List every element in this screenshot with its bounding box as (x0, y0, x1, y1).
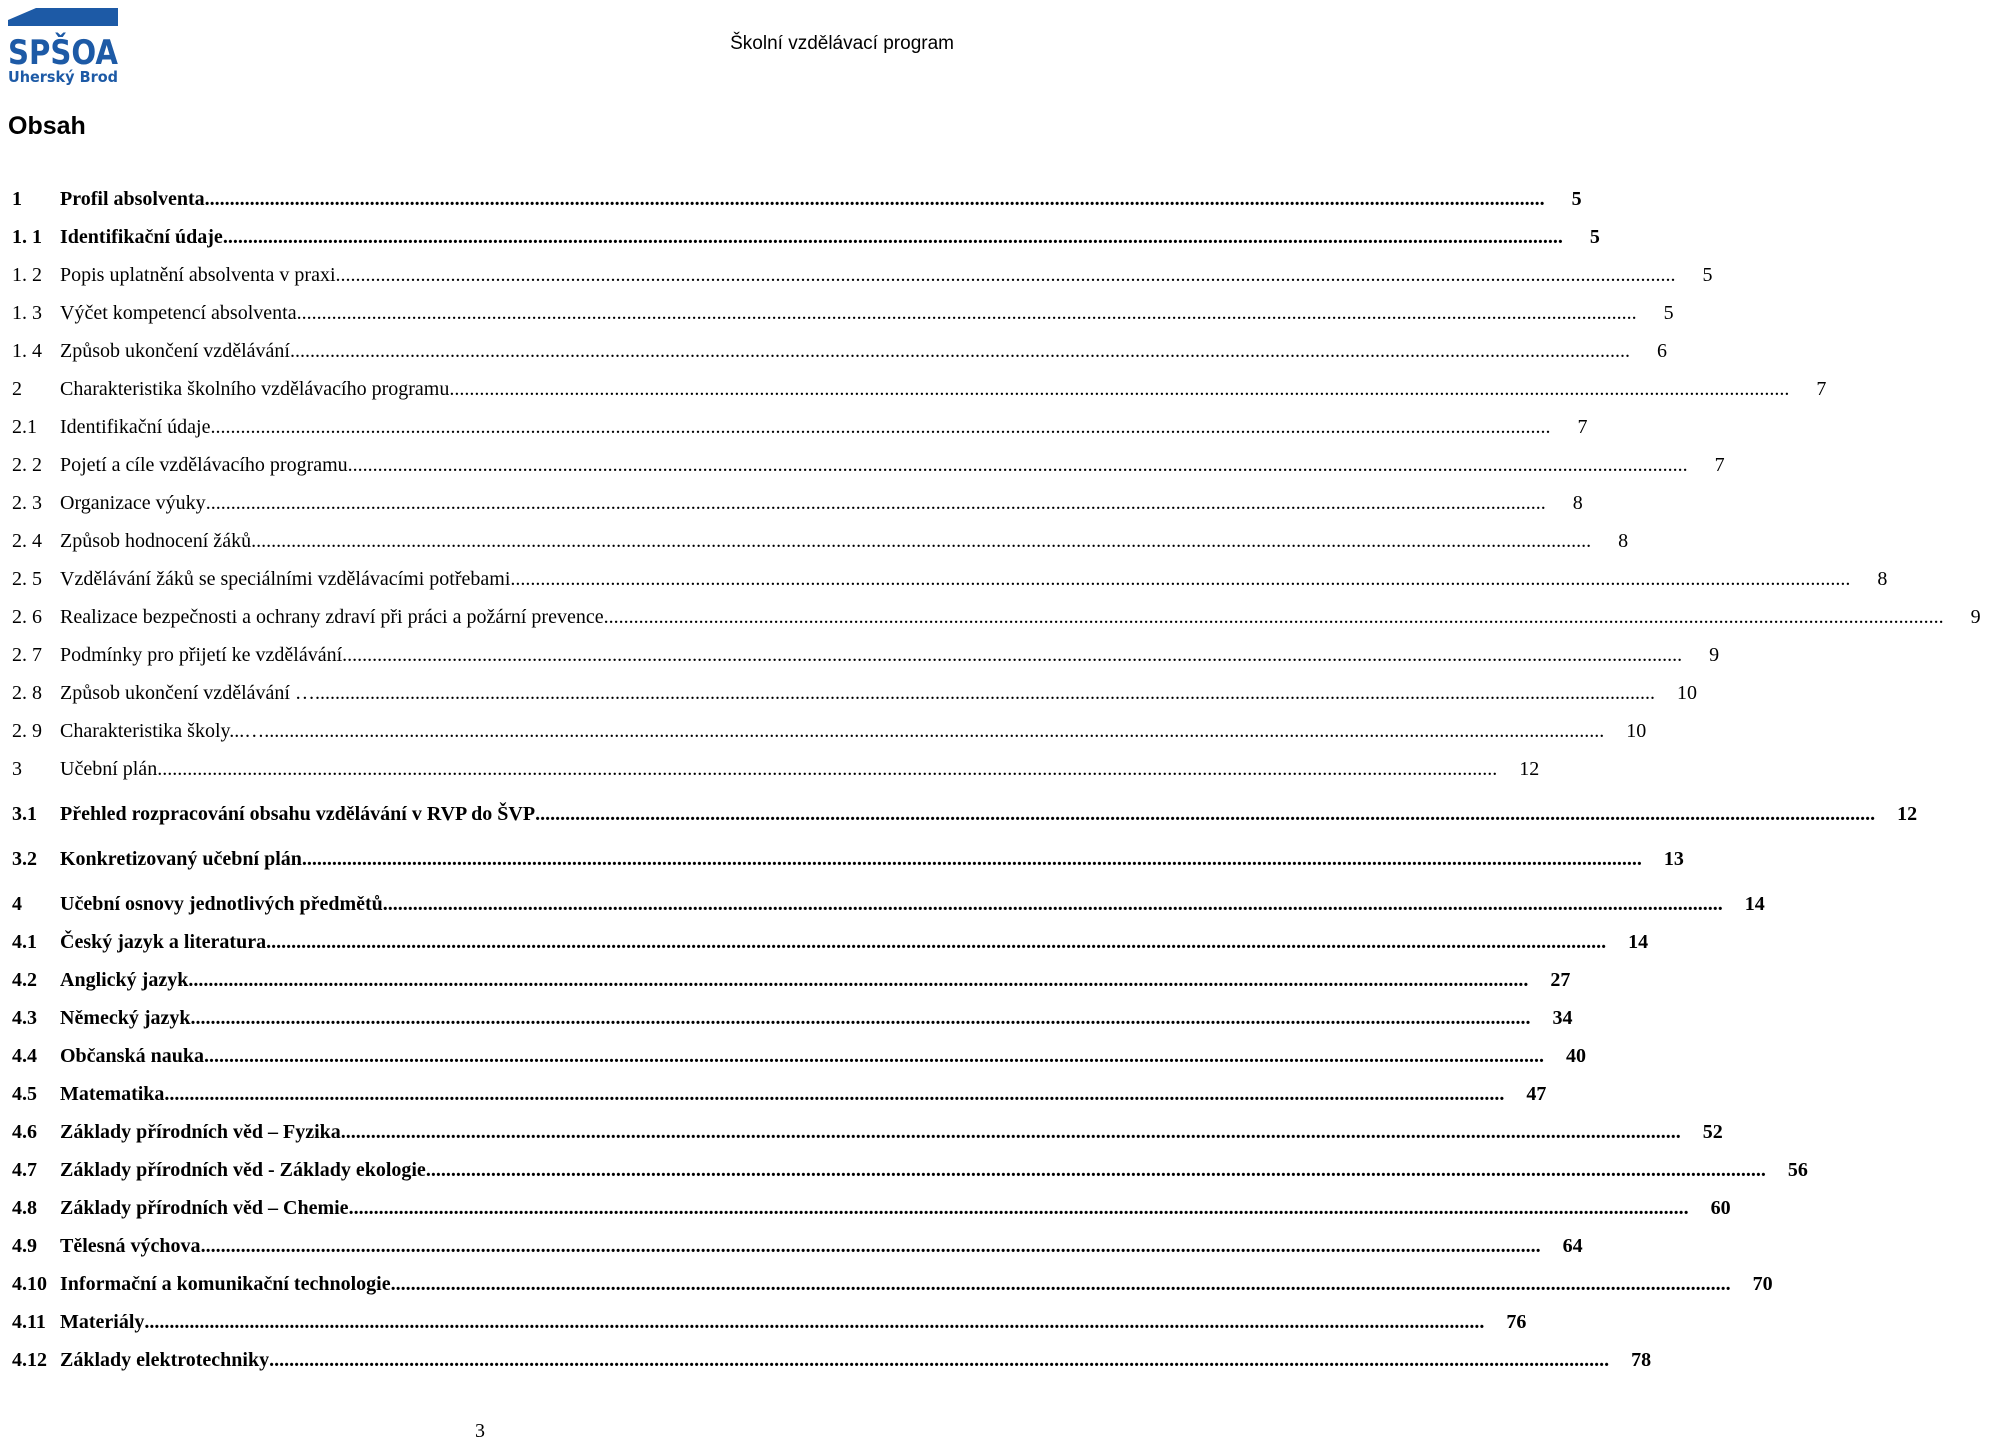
toc-entry-number: 1. 3 (12, 302, 42, 324)
toc-entry-title: Výčet kompetencí absolventa (60, 302, 297, 324)
toc-entry[interactable] (12, 642, 1720, 668)
toc-entry-number: 4.6 (12, 1121, 37, 1143)
toc-entry[interactable] (12, 680, 1697, 706)
toc-entry[interactable] (12, 1005, 1573, 1031)
toc-entry[interactable] (12, 891, 1765, 917)
toc-entry-page: 8 (1877, 568, 1888, 590)
toc-entry-number: 2. 2 (12, 454, 42, 476)
toc-entry[interactable] (12, 1271, 1773, 1297)
toc-entry-number: 2. 6 (12, 606, 42, 628)
toc-leader-dots (205, 186, 1545, 212)
toc-entry-number: 3 (12, 758, 22, 780)
school-logo (6, 6, 137, 86)
toc-leader-dots (426, 1157, 1766, 1183)
toc-entry-page: 10 (1626, 720, 1647, 742)
toc-entry-number: 2. 8 (12, 682, 42, 704)
toc-entry[interactable] (12, 1347, 1652, 1373)
toc-entry[interactable] (12, 1195, 1731, 1221)
toc-entry-number: 4 (12, 893, 22, 915)
toc-entry[interactable] (12, 604, 1981, 630)
toc-entry[interactable] (12, 1081, 1547, 1107)
toc-entry-title: Identifikační údaje (60, 226, 223, 248)
toc-entry[interactable] (12, 756, 1540, 782)
toc-entry-page: 14 (1628, 931, 1649, 953)
toc-entry[interactable] (12, 224, 1600, 250)
toc-entry-page: 5 (1571, 188, 1582, 210)
toc-entry-title: Charakteristika školy...… (60, 720, 265, 742)
toc-leader-dots (251, 528, 1591, 554)
toc-entry[interactable] (12, 376, 1827, 402)
toc-entry[interactable] (12, 1157, 1808, 1183)
toc-heading: Obsah (8, 112, 86, 140)
toc-entry-title: Učební plán (60, 758, 158, 780)
toc-entry-number: 1. 4 (12, 340, 42, 362)
toc-entry-number: 4.3 (12, 1007, 37, 1029)
toc-entry-page: 64 (1562, 1235, 1583, 1257)
toc-entry[interactable] (12, 1119, 1723, 1145)
toc-entry-title: Základy přírodních věd - Základy ekologie (60, 1159, 426, 1181)
toc-entry-page: 7 (1577, 416, 1588, 438)
toc-entry-title: Materiály (60, 1311, 145, 1333)
toc-entry-number: 4.12 (12, 1349, 47, 1371)
logo-text-sub: Uherský Brod (8, 68, 118, 86)
document-header-title: Školní vzdělávací program (730, 33, 954, 54)
toc-leader-dots (157, 756, 1497, 782)
toc-entry-number: 3.2 (12, 848, 37, 870)
toc-leader-dots (266, 929, 1606, 955)
toc-entry[interactable] (12, 566, 1888, 592)
toc-entry[interactable] (12, 262, 1713, 288)
toc-entry-page: 34 (1552, 1007, 1573, 1029)
toc-leader-dots (264, 718, 1604, 744)
toc-entry-title: Způsob hodnocení žáků (60, 530, 252, 552)
toc-leader-dots (164, 1081, 1504, 1107)
toc-entry-page: 56 (1787, 1159, 1808, 1181)
toc-entry[interactable] (12, 528, 1629, 554)
toc-entry-page: 27 (1550, 969, 1571, 991)
toc-leader-dots (188, 967, 1528, 993)
toc-entry-title: Základy elektrotechniky (60, 1349, 270, 1371)
toc-entry-number: 2. 9 (12, 720, 42, 742)
toc-leader-dots (604, 604, 1944, 630)
toc-entry-page: 14 (1744, 893, 1765, 915)
toc-entry-number: 2. 3 (12, 492, 42, 514)
toc-entry-page: 9 (1709, 644, 1720, 666)
toc-entry-page: 5 (1589, 226, 1600, 248)
toc-entry-number: 2. 4 (12, 530, 42, 552)
toc-entry[interactable] (12, 338, 1667, 364)
toc-entry-number: 4.8 (12, 1197, 37, 1219)
toc-entry-page: 10 (1676, 682, 1697, 704)
toc-entry-page: 5 (1702, 264, 1713, 286)
toc-entry-page: 76 (1506, 1311, 1527, 1333)
logo-text-main: SPŠOA (8, 33, 137, 73)
toc-leader-dots (211, 414, 1551, 440)
toc-entry-title: Základy přírodních věd – Fyzika (60, 1121, 341, 1143)
toc-leader-dots (206, 490, 1546, 516)
toc-entry-number: 1. 1 (12, 226, 42, 248)
toc-entry[interactable] (12, 967, 1571, 993)
toc-entry-number: 4.5 (12, 1083, 37, 1105)
toc-leader-dots (204, 1043, 1544, 1069)
toc-entry-page: 47 (1526, 1083, 1547, 1105)
toc-entry-number: 4.10 (12, 1273, 47, 1295)
toc-entry-title: Pojetí a cíle vzdělávacího programu (60, 454, 348, 476)
toc-entry-number: 4.7 (12, 1159, 37, 1181)
toc-leader-dots (342, 642, 1682, 668)
toc-entry-title: Konkretizovaný učební plán (60, 848, 302, 870)
toc-entry-page: 8 (1572, 492, 1583, 514)
toc-entry[interactable] (12, 300, 1674, 326)
toc-entry-page: 7 (1816, 378, 1827, 400)
toc-entry-page: 78 (1631, 1349, 1652, 1371)
toc-leader-dots (510, 566, 1850, 592)
toc-entry-page: 60 (1710, 1197, 1731, 1219)
toc-entry-title: Anglický jazyk (60, 969, 189, 991)
toc-leader-dots (144, 1309, 1484, 1335)
toc-entry-title: Popis uplatnění absolventa v praxi (60, 264, 336, 286)
toc-entry[interactable] (12, 1233, 1583, 1259)
toc-entry-title: Učební osnovy jednotlivých předmětů (60, 893, 383, 915)
toc-entry-title: Organizace výuky (60, 492, 206, 514)
toc-leader-dots (348, 452, 1688, 478)
toc-leader-dots (383, 891, 1723, 917)
toc-entry-title: Český jazyk a literatura (60, 931, 267, 953)
toc-entry[interactable] (12, 846, 1684, 872)
toc-entry-page: 12 (1897, 803, 1918, 825)
toc-entry-number: 4.2 (12, 969, 37, 991)
toc-entry-title: Německý jazyk (60, 1007, 191, 1029)
toc-entry[interactable] (12, 414, 1588, 440)
toc-entry[interactable] (12, 490, 1583, 516)
toc-entry-title: Občanská nauka (60, 1045, 204, 1067)
toc-leader-dots (302, 846, 1642, 872)
toc-entry-number: 4.1 (12, 931, 37, 953)
toc-leader-dots (191, 1005, 1531, 1031)
toc-entry-number: 1 (12, 188, 22, 210)
toc-leader-dots (201, 1233, 1541, 1259)
toc-entry-page: 6 (1656, 340, 1667, 362)
toc-entry[interactable] (12, 801, 1918, 827)
toc-entry-title: Identifikační údaje (60, 416, 211, 438)
toc-entry-title: Informační a komunikační technologie (60, 1273, 391, 1295)
toc-entry-number: 4.9 (12, 1235, 37, 1257)
toc-entry-title: Základy přírodních věd – Chemie (60, 1197, 349, 1219)
toc-entry-page: 70 (1752, 1273, 1773, 1295)
toc-entry-number: 1. 2 (12, 264, 42, 286)
toc-entry-title: Matematika (60, 1083, 165, 1105)
toc-leader-dots (349, 1195, 1689, 1221)
toc-entry-page: 13 (1663, 848, 1684, 870)
toc-entry[interactable] (12, 1043, 1586, 1069)
toc-entry-page: 52 (1702, 1121, 1723, 1143)
toc-leader-dots (315, 680, 1655, 706)
toc-entry-number: 2. 7 (12, 644, 42, 666)
toc-leader-dots (535, 801, 1875, 827)
toc-entry-number: 2 (12, 378, 22, 400)
toc-entry-title: Tělesná výchova (60, 1235, 201, 1257)
toc-leader-dots (297, 300, 1637, 326)
toc-entry-number: 4.11 (12, 1311, 46, 1333)
toc-entry-title: Profil absolventa (60, 188, 205, 210)
toc-entry[interactable] (12, 452, 1725, 478)
toc-entry-page: 9 (1970, 606, 1981, 628)
toc-leader-dots (341, 1119, 1681, 1145)
toc-leader-dots (269, 1347, 1609, 1373)
toc-entry-page: 7 (1714, 454, 1725, 476)
toc-entry-number: 4.4 (12, 1045, 37, 1067)
toc-entry[interactable] (12, 1309, 1527, 1335)
toc-entry-title: Podmínky pro přijetí ke vzdělávání (60, 644, 343, 666)
toc-entry-title: Přehled rozpracování obsahu vzdělávání v RVP do ŠVP (60, 803, 536, 825)
toc-leader-dots (223, 224, 1563, 250)
toc-entry[interactable] (12, 186, 1582, 212)
toc-entry-title: Způsob ukončení vzdělávání (60, 340, 290, 362)
toc-entry-number: 2. 5 (12, 568, 42, 590)
toc-entry-title: Způsob ukončení vzdělávání … (60, 682, 315, 704)
toc-entry[interactable] (12, 929, 1649, 955)
toc-entry-page: 12 (1519, 758, 1540, 780)
toc-entry-number: 3.1 (12, 803, 37, 825)
toc-entry-title: Charakteristika školního vzdělávacího programu (60, 378, 450, 400)
toc-leader-dots (290, 338, 1630, 364)
toc-entry-number: 2.1 (12, 416, 37, 438)
toc-entry-title: Vzdělávání žáků se speciálními vzdělávacími potřebami (60, 568, 511, 590)
toc-leader-dots (336, 262, 1676, 288)
toc-entry-page: 8 (1618, 530, 1629, 552)
toc-leader-dots (391, 1271, 1731, 1297)
toc-entry-title: Realizace bezpečnosti a ochrany zdraví při práci a požární prevence (60, 606, 604, 628)
toc-entry-page: 40 (1565, 1045, 1586, 1067)
toc-entry[interactable] (12, 718, 1647, 744)
page-number: 3 (475, 1420, 485, 1442)
toc-leader-dots (449, 376, 1789, 402)
toc-entry-page: 5 (1663, 302, 1674, 324)
